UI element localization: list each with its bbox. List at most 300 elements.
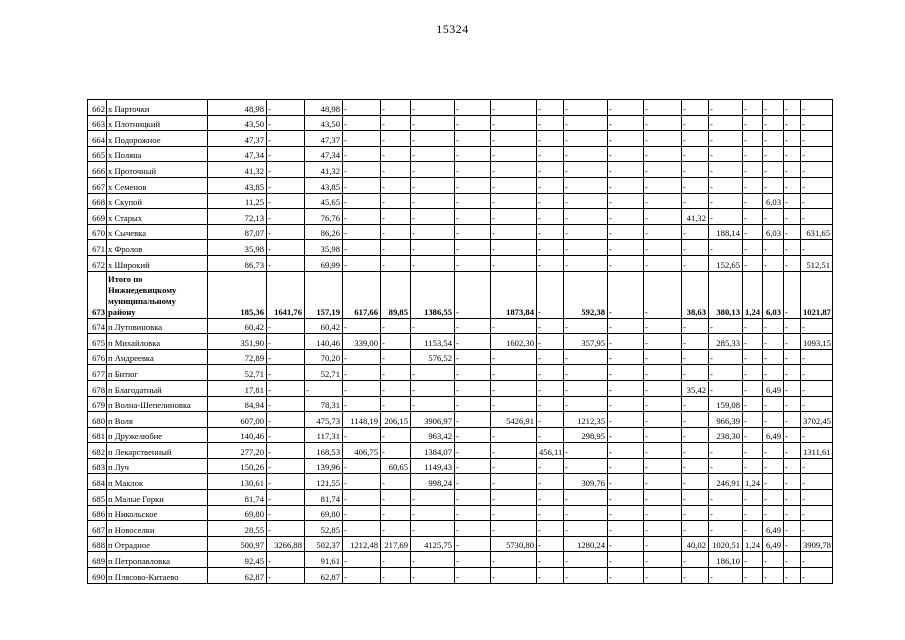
value-cell: - — [608, 115, 644, 131]
row-index: 678 — [88, 380, 107, 396]
value-cell: - — [763, 255, 784, 271]
value-cell: 69,80 — [305, 505, 343, 521]
value-cell: - — [784, 209, 801, 225]
value-cell: 47,34 — [208, 146, 267, 162]
value-cell: - — [491, 146, 537, 162]
value-cell: - — [267, 412, 305, 428]
table-row — [88, 224, 833, 240]
value-cell: - — [608, 209, 644, 225]
value-cell: - — [491, 193, 537, 209]
value-cell: - — [763, 365, 784, 381]
value-cell: - — [763, 474, 784, 490]
value-cell: 78,31 — [305, 396, 343, 412]
value-cell: - — [682, 224, 709, 240]
value-cell: - — [455, 521, 491, 537]
table-row — [88, 412, 833, 428]
value-cell: 41,32 — [682, 209, 709, 225]
row-index: 675 — [88, 334, 107, 350]
value-cell: - — [608, 349, 644, 365]
value-cell: 963,42 — [411, 427, 455, 443]
table-row — [88, 536, 833, 552]
table-row — [88, 505, 833, 521]
settlement-name: п Малые Горки — [107, 490, 208, 506]
value-cell: - — [644, 162, 682, 178]
value-cell: - — [343, 427, 381, 443]
value-cell: 72,89 — [208, 349, 267, 365]
value-cell: - — [644, 365, 682, 381]
value-cell: - — [784, 349, 801, 365]
value-cell: - — [709, 162, 743, 178]
value-cell: - — [743, 568, 763, 584]
value-cell: - — [763, 131, 784, 147]
value-cell: - — [644, 536, 682, 552]
table-row — [88, 443, 833, 459]
value-cell: - — [343, 240, 381, 256]
value-cell: - — [682, 521, 709, 537]
value-cell: - — [343, 568, 381, 584]
row-index: 665 — [88, 146, 107, 162]
value-cell: - — [455, 209, 491, 225]
value-cell: 1602,30 — [491, 334, 537, 350]
value-cell: 5426,91 — [491, 412, 537, 428]
value-cell: - — [743, 177, 763, 193]
value-cell: - — [537, 334, 564, 350]
settlement-name: х Семенов — [107, 177, 208, 193]
row-index: 688 — [88, 536, 107, 552]
value-cell: - — [564, 521, 608, 537]
value-cell: - — [381, 552, 411, 568]
table-row — [88, 193, 833, 209]
value-cell: - — [743, 193, 763, 209]
value-cell: - — [411, 193, 455, 209]
value-cell: - — [743, 349, 763, 365]
value-cell: - — [608, 568, 644, 584]
value-cell: - — [491, 177, 537, 193]
value-cell: - — [491, 318, 537, 334]
value-cell: 43,85 — [305, 177, 343, 193]
value-cell: - — [644, 349, 682, 365]
table-row — [88, 380, 833, 396]
value-cell: - — [564, 365, 608, 381]
table-row — [88, 568, 833, 584]
value-cell: - — [381, 318, 411, 334]
value-cell: - — [682, 474, 709, 490]
value-cell: - — [644, 100, 682, 116]
value-cell: 52,71 — [305, 365, 343, 381]
value-cell: - — [743, 521, 763, 537]
value-cell: - — [709, 568, 743, 584]
value-cell: - — [381, 396, 411, 412]
settlement-name: х Сычевка — [107, 224, 208, 240]
value-cell: - — [455, 177, 491, 193]
value-cell: - — [564, 443, 608, 459]
value-cell: - — [343, 209, 381, 225]
value-cell: - — [267, 100, 305, 116]
value-cell: 48,98 — [305, 100, 343, 116]
value-cell: - — [411, 505, 455, 521]
value-cell: - — [491, 521, 537, 537]
value-cell: 47,34 — [305, 146, 343, 162]
value-cell: - — [743, 334, 763, 350]
value-cell: - — [784, 412, 801, 428]
value-cell: - — [784, 365, 801, 381]
settlement-name: п Андреевка — [107, 349, 208, 365]
value-cell: - — [709, 443, 743, 459]
value-cell: - — [608, 193, 644, 209]
value-cell: 117,31 — [305, 427, 343, 443]
value-cell: - — [455, 568, 491, 584]
value-cell: - — [564, 255, 608, 271]
value-cell: - — [784, 271, 801, 318]
row-index: 679 — [88, 396, 107, 412]
value-cell: - — [411, 255, 455, 271]
value-cell: - — [455, 115, 491, 131]
row-index: 671 — [88, 240, 107, 256]
value-cell: 87,07 — [208, 224, 267, 240]
value-cell: - — [644, 271, 682, 318]
table-row — [88, 177, 833, 193]
value-cell: - — [411, 552, 455, 568]
row-index: 682 — [88, 443, 107, 459]
value-cell: - — [411, 224, 455, 240]
value-cell: - — [343, 146, 381, 162]
value-cell: - — [381, 505, 411, 521]
value-cell: - — [411, 162, 455, 178]
value-cell: 512,51 — [801, 255, 833, 271]
row-index: 667 — [88, 177, 107, 193]
value-cell: - — [537, 115, 564, 131]
value-cell: - — [743, 412, 763, 428]
row-index: 681 — [88, 427, 107, 443]
value-cell: 1153,54 — [411, 334, 455, 350]
value-cell: - — [455, 240, 491, 256]
value-cell: - — [564, 396, 608, 412]
value-cell: 3266,88 — [267, 536, 305, 552]
value-cell: - — [763, 146, 784, 162]
value-cell: - — [537, 490, 564, 506]
value-cell: 6,49 — [763, 536, 784, 552]
value-cell: - — [644, 568, 682, 584]
value-cell: - — [801, 427, 833, 443]
settlement-name: х Плотницкий — [107, 115, 208, 131]
value-cell: - — [267, 568, 305, 584]
value-cell: - — [763, 162, 784, 178]
value-cell: - — [537, 505, 564, 521]
value-cell: - — [763, 396, 784, 412]
value-cell: - — [644, 318, 682, 334]
value-cell: - — [455, 334, 491, 350]
value-cell: - — [682, 255, 709, 271]
value-cell: 60,42 — [305, 318, 343, 334]
value-cell: - — [743, 365, 763, 381]
value-cell: - — [343, 380, 381, 396]
value-cell: - — [682, 365, 709, 381]
value-cell: - — [455, 365, 491, 381]
value-cell: - — [743, 505, 763, 521]
value-cell: - — [644, 396, 682, 412]
value-cell: - — [267, 255, 305, 271]
value-cell: - — [801, 490, 833, 506]
value-cell: 998,24 — [411, 474, 455, 490]
row-index: 690 — [88, 568, 107, 584]
value-cell: 69,80 — [208, 505, 267, 521]
value-cell: 592,38 — [564, 271, 608, 318]
value-cell: - — [709, 177, 743, 193]
settlement-name: п Воля — [107, 412, 208, 428]
value-cell: 38,63 — [682, 271, 709, 318]
value-cell: - — [381, 162, 411, 178]
row-index: 684 — [88, 474, 107, 490]
value-cell: - — [608, 380, 644, 396]
value-cell: - — [644, 474, 682, 490]
value-cell: 6,03 — [763, 271, 784, 318]
row-index: 666 — [88, 162, 107, 178]
value-cell: - — [267, 365, 305, 381]
value-cell: 1020,51 — [709, 536, 743, 552]
value-cell: - — [343, 224, 381, 240]
value-cell: - — [682, 177, 709, 193]
value-cell: - — [682, 427, 709, 443]
settlement-name: х Проточный — [107, 162, 208, 178]
row-index: 664 — [88, 131, 107, 147]
value-cell: - — [801, 505, 833, 521]
value-cell: - — [537, 396, 564, 412]
table-row — [88, 115, 833, 131]
value-cell: 1212,48 — [343, 536, 381, 552]
value-cell: 35,42 — [682, 380, 709, 396]
value-cell: - — [455, 552, 491, 568]
value-cell: 121,55 — [305, 474, 343, 490]
value-cell: - — [267, 521, 305, 537]
value-cell: - — [709, 100, 743, 116]
value-cell: - — [709, 458, 743, 474]
value-cell: - — [784, 490, 801, 506]
value-cell: - — [784, 443, 801, 459]
value-cell: - — [743, 224, 763, 240]
value-cell: 6,49 — [763, 427, 784, 443]
value-cell: - — [682, 131, 709, 147]
value-cell: - — [763, 458, 784, 474]
value-cell: - — [784, 146, 801, 162]
value-cell: - — [491, 380, 537, 396]
value-cell: - — [491, 365, 537, 381]
value-cell: 1,24 — [743, 474, 763, 490]
value-cell: - — [801, 396, 833, 412]
value-cell: - — [743, 162, 763, 178]
value-cell: - — [455, 490, 491, 506]
value-cell: - — [608, 240, 644, 256]
value-cell: - — [455, 443, 491, 459]
value-cell: - — [763, 568, 784, 584]
page-number: 15324 — [436, 22, 469, 36]
table-row — [88, 146, 833, 162]
value-cell: 91,61 — [305, 552, 343, 568]
value-cell: 70,20 — [305, 349, 343, 365]
value-cell: 152,65 — [709, 255, 743, 271]
value-cell: - — [784, 255, 801, 271]
table-row — [88, 131, 833, 147]
value-cell: - — [682, 412, 709, 428]
row-index: 668 — [88, 193, 107, 209]
value-cell: - — [491, 131, 537, 147]
value-cell: 168,53 — [305, 443, 343, 459]
value-cell: - — [608, 474, 644, 490]
value-cell: - — [491, 458, 537, 474]
value-cell: - — [491, 115, 537, 131]
value-cell: - — [267, 177, 305, 193]
value-cell: 1149,43 — [411, 458, 455, 474]
settlement-name: х Подорожное — [107, 131, 208, 147]
value-cell: - — [537, 318, 564, 334]
value-cell: - — [784, 568, 801, 584]
value-cell: - — [491, 240, 537, 256]
value-cell: - — [267, 349, 305, 365]
value-cell: 1384,07 — [411, 443, 455, 459]
value-cell: - — [801, 193, 833, 209]
value-cell: - — [343, 396, 381, 412]
value-cell: - — [784, 334, 801, 350]
value-cell: - — [608, 458, 644, 474]
value-cell: - — [801, 474, 833, 490]
value-cell: - — [743, 380, 763, 396]
value-cell: 17,81 — [208, 380, 267, 396]
value-cell: - — [801, 318, 833, 334]
value-cell: - — [381, 240, 411, 256]
value-cell: - — [608, 271, 644, 318]
value-cell: - — [267, 443, 305, 459]
value-cell: - — [491, 474, 537, 490]
value-cell: - — [743, 240, 763, 256]
value-cell: - — [743, 458, 763, 474]
value-cell: - — [763, 100, 784, 116]
value-cell: 1873,84 — [491, 271, 537, 318]
value-cell: - — [784, 131, 801, 147]
value-cell: - — [763, 334, 784, 350]
settlement-name: х Поляна — [107, 146, 208, 162]
value-cell: 1021,87 — [801, 271, 833, 318]
value-cell: - — [709, 115, 743, 131]
value-cell: - — [455, 474, 491, 490]
value-cell: 60,42 — [208, 318, 267, 334]
value-cell: - — [491, 100, 537, 116]
value-cell: - — [644, 427, 682, 443]
value-cell: - — [801, 349, 833, 365]
value-cell: 11,25 — [208, 193, 267, 209]
value-cell: - — [537, 146, 564, 162]
value-cell: - — [455, 271, 491, 318]
value-cell: - — [763, 115, 784, 131]
settlement-name: п Никольское — [107, 505, 208, 521]
settlement-name: п Волна-Шепелиновка — [107, 396, 208, 412]
value-cell: 1311,61 — [801, 443, 833, 459]
table-row — [88, 209, 833, 225]
value-cell: 607,00 — [208, 412, 267, 428]
value-cell: - — [455, 100, 491, 116]
value-cell: - — [709, 131, 743, 147]
value-cell: - — [411, 490, 455, 506]
value-cell: - — [343, 365, 381, 381]
value-cell: - — [411, 177, 455, 193]
value-cell: - — [537, 427, 564, 443]
value-cell: - — [608, 318, 644, 334]
value-cell: - — [267, 146, 305, 162]
row-index: 687 — [88, 521, 107, 537]
row-index: 673 — [88, 271, 107, 318]
value-cell: - — [743, 427, 763, 443]
value-cell: - — [784, 536, 801, 552]
value-cell: - — [411, 396, 455, 412]
value-cell: 966,39 — [709, 412, 743, 428]
value-cell: - — [801, 568, 833, 584]
settlement-name: х Парточки — [107, 100, 208, 116]
value-cell: - — [564, 505, 608, 521]
value-cell: - — [743, 115, 763, 131]
value-cell: - — [267, 474, 305, 490]
value-cell: - — [644, 552, 682, 568]
value-cell: - — [709, 490, 743, 506]
value-cell: 43,50 — [208, 115, 267, 131]
value-cell: 617,66 — [343, 271, 381, 318]
value-cell: - — [682, 162, 709, 178]
value-cell: - — [267, 209, 305, 225]
value-cell: - — [608, 505, 644, 521]
value-cell: - — [537, 209, 564, 225]
value-cell: - — [801, 380, 833, 396]
value-cell: - — [682, 396, 709, 412]
value-cell: - — [381, 131, 411, 147]
table-row — [88, 240, 833, 256]
value-cell: - — [411, 380, 455, 396]
value-cell: 60,65 — [381, 458, 411, 474]
value-cell: - — [608, 255, 644, 271]
value-cell: - — [381, 177, 411, 193]
value-cell: - — [411, 521, 455, 537]
value-cell: - — [491, 552, 537, 568]
value-cell: - — [644, 193, 682, 209]
settlement-name: п Петропавловка — [107, 552, 208, 568]
value-cell: 150,26 — [208, 458, 267, 474]
value-cell: - — [537, 349, 564, 365]
value-cell: 502,37 — [305, 536, 343, 552]
value-cell: - — [743, 131, 763, 147]
value-cell: - — [564, 209, 608, 225]
value-cell: - — [455, 536, 491, 552]
value-cell: - — [381, 365, 411, 381]
value-cell: - — [801, 115, 833, 131]
value-cell: 1,24 — [743, 271, 763, 318]
value-cell: - — [343, 505, 381, 521]
value-cell: - — [267, 240, 305, 256]
value-cell: - — [267, 224, 305, 240]
value-cell: - — [537, 521, 564, 537]
value-cell: - — [784, 100, 801, 116]
settlements-table — [87, 99, 833, 584]
value-cell: - — [455, 380, 491, 396]
table-total-row — [88, 271, 833, 318]
value-cell: - — [381, 255, 411, 271]
settlement-name: х Скупой — [107, 193, 208, 209]
value-cell: - — [644, 255, 682, 271]
value-cell: - — [801, 162, 833, 178]
value-cell: 185,36 — [208, 271, 267, 318]
value-cell: 1,24 — [743, 536, 763, 552]
value-cell: - — [267, 334, 305, 350]
value-cell: 1212,35 — [564, 412, 608, 428]
settlement-name: п Плясово-Китаево — [107, 568, 208, 584]
value-cell: - — [381, 427, 411, 443]
value-cell: - — [801, 177, 833, 193]
value-cell: - — [564, 177, 608, 193]
